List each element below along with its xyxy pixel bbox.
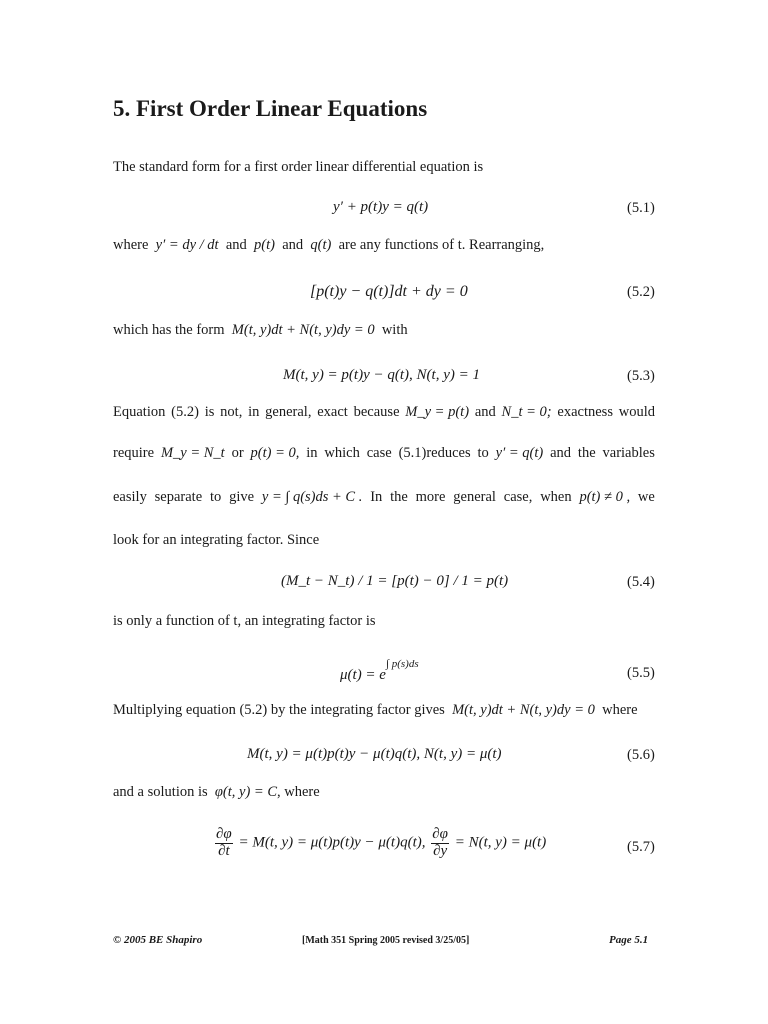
where-paragraph: where y′ = dy / dt and p(t) and q(t) are any functions of t. Rearranging,: [113, 237, 545, 253]
form-paragraph: which has the form M(t, y)dt + N(t, y)dy = 0 with: [113, 322, 408, 338]
footer-page-number: Page 5.1: [609, 934, 649, 946]
footer-course: [Math 351 Spring 2005 revised 3/25/05]: [302, 935, 470, 946]
intro-paragraph: The standard form for a first order linear differential equation is: [113, 159, 484, 175]
exactness-line-4: look for an integrating factor. Since: [113, 532, 320, 548]
fraction-dphi-dt: $\frac{\partial\varphi}{\partial t}$: [216, 826, 232, 859]
equation-number-5-6: (5.6): [627, 747, 655, 763]
solution-paragraph: and a solution is φ(t, y) = C, where: [113, 784, 320, 800]
exactness-line-3: easily separate to give y = ∫ q(s)ds + C . In the more general case, when p(t) ≠ 0 , we: [113, 489, 655, 505]
exponent: ∫ p(s)ds: [385, 658, 419, 670]
equation-number-5-3: (5.3): [627, 368, 655, 384]
equation-number-5-7: (5.7): [627, 839, 655, 855]
equation-number-5-2: (5.2): [627, 284, 655, 300]
equation-5-3: M(t, y) = p(t)y − q(t), N(t, y) = 1: [283, 367, 480, 383]
equation-5-1: y′ + p(t)y = q(t): [333, 199, 429, 215]
exactness-line-2: require M_y = N_t or p(t) = 0, in which case (5.1)reduces to y′ = q(t) and the variables: [113, 445, 655, 461]
equation-5-7: $\frac{\partial\varphi}{\partial t}$ = M(t, y) = μ(t)p(t)y − μ(t)q(t), $\frac{\partial\varphi}{\partial y}$ = N(t, y) = μ(t): [216, 826, 547, 859]
equation-number-5-4: (5.4): [627, 574, 655, 590]
section-title: 5. First Order Linear Equations: [113, 96, 428, 121]
exactness-line-1: Equation (5.2) is not, in general, exact because M_y = p(t) and N_t = 0; exactness would: [113, 404, 655, 420]
integrating-factor-paragraph: is only a function of t, an integrating factor is: [113, 613, 376, 629]
equation-number-5-5: (5.5): [627, 665, 655, 681]
equation-number-5-1: (5.1): [627, 200, 655, 216]
multiplying-paragraph: Multiplying equation (5.2) by the integrating factor gives M(t, y)dt + N(t, y)dy = 0 where: [113, 702, 638, 718]
equation-5-2: [p(t)y − q(t)]dt + dy = 0: [310, 283, 468, 300]
fraction-dphi-dy: $\frac{\partial\varphi}{\partial y}$: [432, 826, 448, 859]
equation-5-5: $\mu(t) = e^{\int p(s)ds}$: [340, 658, 419, 683]
equation-5-6: M(t, y) = μ(t)p(t)y − μ(t)q(t), N(t, y) = μ(t): [247, 746, 502, 762]
footer-copyright: © 2005 BE Shapiro: [113, 934, 203, 946]
equation-5-4: (M_t − N_t) / 1 = [p(t) − 0] / 1 = p(t): [281, 573, 509, 589]
